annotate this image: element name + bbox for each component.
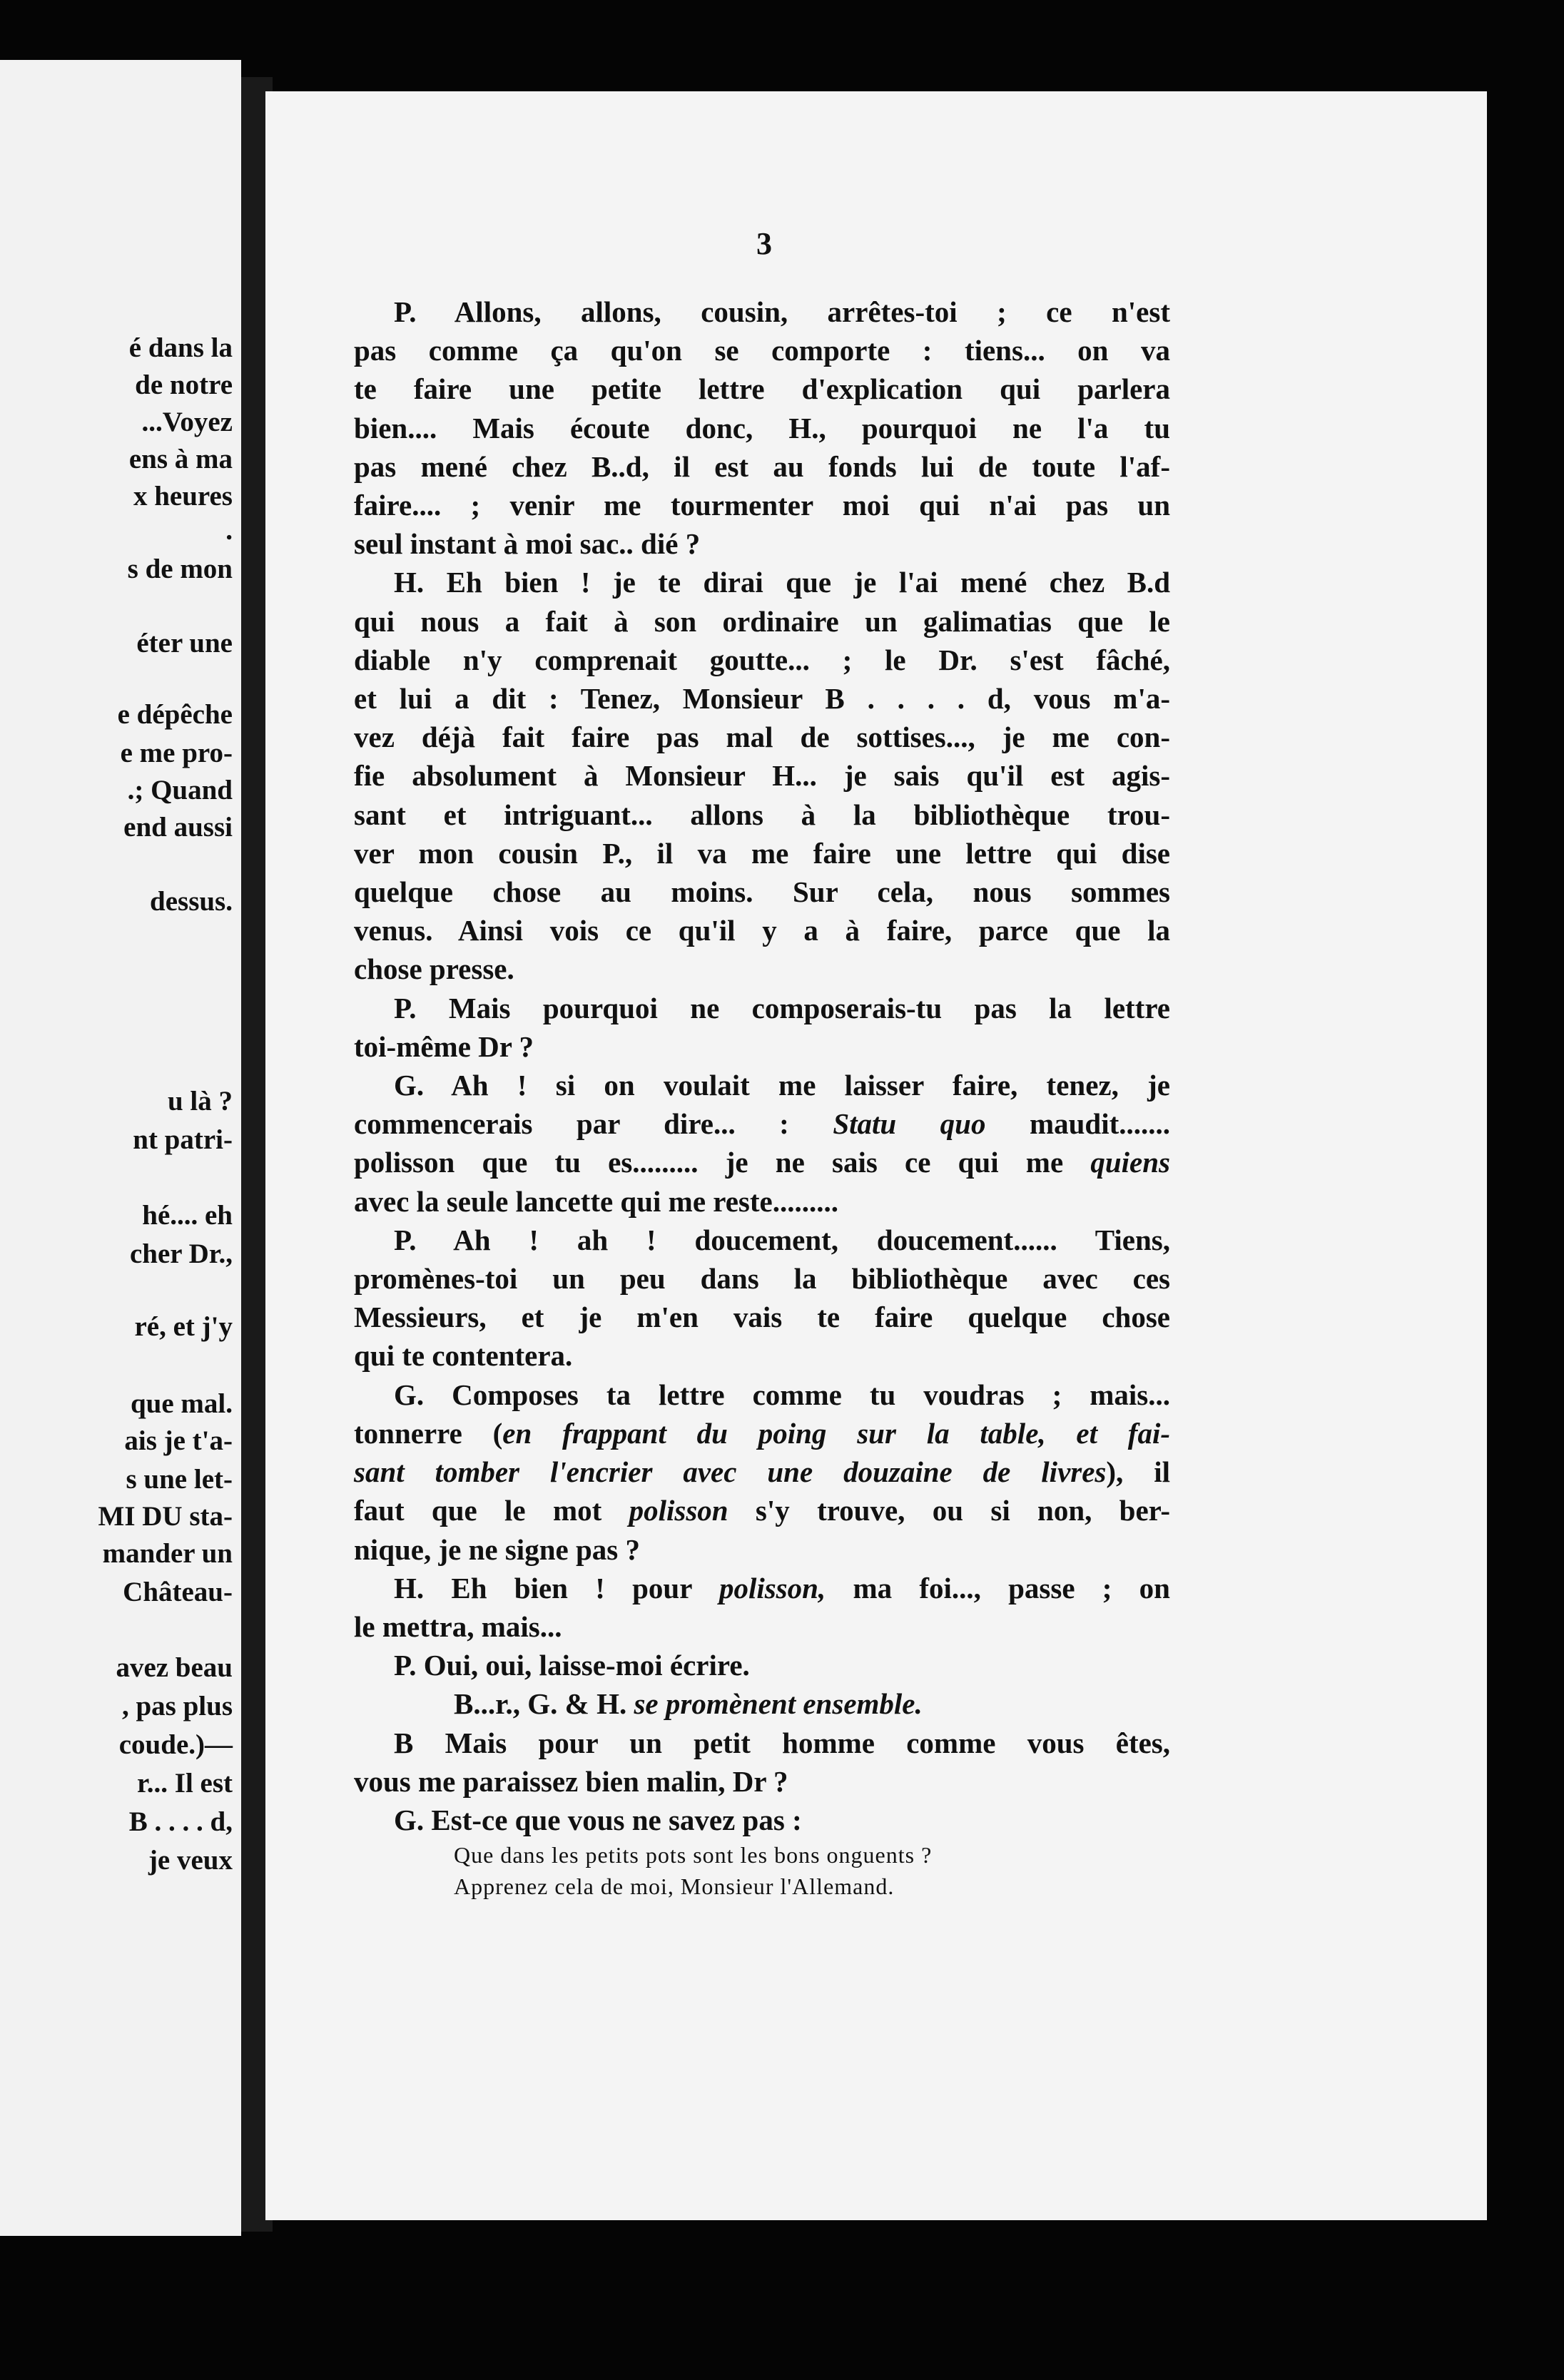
text-line (354, 1414, 1170, 1453)
left-line: u là ? (167, 1086, 233, 1117)
text-line: promènes-toi un peu dans la bibliothèque avec ces (354, 1262, 1170, 1296)
left-line: ais je t'a- (124, 1425, 233, 1456)
verse-line: Apprenez cela de moi, Monsieur l'Allemand. (454, 1873, 895, 1900)
text-segment: H. Eh bien ! pour (394, 1571, 692, 1605)
text-line: P. Mais pourquoi ne composerais-tu pas la lettre (394, 991, 1170, 1024)
text-segment: B...r., G. & H. (454, 1687, 627, 1721)
left-line: é dans la (128, 332, 233, 363)
text-segment: faut que le mot (354, 1494, 602, 1527)
stage-direction (354, 1684, 1170, 1723)
text-line: bien.... Mais écoute donc, H., pourquoi ne l'a tu (354, 411, 1170, 444)
text-line: avec la seule lancette qui me reste......... (354, 1184, 838, 1218)
text-line (354, 1491, 1170, 1530)
left-line: je veux (148, 1845, 233, 1876)
text-line: seul instant à moi sac.. dié ? (354, 527, 701, 561)
text-line: toi-même Dr ? (354, 1029, 534, 1063)
left-line: hé.... eh (142, 1200, 233, 1231)
left-line: end aussi (123, 812, 233, 843)
text-line: H. Eh bien ! je te dirai que je l'ai mené chez B.d (394, 566, 1170, 599)
left-line: que mal. (130, 1388, 233, 1419)
text-line: G. Est-ce que vous ne savez pas : (394, 1803, 802, 1836)
text-segment: ), il (1106, 1455, 1171, 1489)
text-line: et lui a dit : Tenez, Monsieur B . . . . d, vous m'a- (354, 682, 1170, 716)
italic-segment: se promènent ensemble. (634, 1687, 923, 1721)
text-line: vez déjà fait faire pas mal de sottises..., je me con- (354, 721, 1170, 754)
italic-segment: polisson (629, 1494, 728, 1527)
left-page-fragment (0, 60, 241, 2236)
text-line: te faire une petite lettre d'explication qui parlera (354, 372, 1170, 406)
left-line: e me pro- (120, 738, 233, 768)
text-segment: ma foi..., passe ; on (853, 1571, 1170, 1605)
left-line: Château- (123, 1577, 233, 1607)
text-line: chose presse. (354, 952, 514, 986)
left-line: B . . . . d, (128, 1806, 233, 1837)
verse-line: Que dans les petits pots sont les bons onguents ? (454, 1842, 933, 1868)
text-line: Messieurs, et je m'en vais te faire quelque chose (354, 1301, 1170, 1334)
left-line: ...Voyez (141, 407, 233, 437)
text-line: G. Ah ! si on voulait me laisser faire, tenez, je (394, 1069, 1170, 1102)
text-line: le mettra, mais... (354, 1609, 562, 1643)
text-line: P. Allons, allons, cousin, arrêtes-toi ; ce n'est (394, 295, 1170, 328)
text-line: B Mais pour un petit homme comme vous êtes, (394, 1726, 1170, 1759)
text-segment: tonnerre ( (354, 1416, 503, 1450)
text-line: qui te contentera. (354, 1339, 573, 1373)
left-line: ens à ma (128, 444, 233, 474)
left-line: coude.)— (118, 1729, 233, 1760)
left-line: avez beau (116, 1652, 233, 1683)
italic-segment: quiens (1090, 1146, 1170, 1179)
text-line (354, 1453, 1170, 1491)
text-line: P. Oui, oui, laisse-moi écrire. (394, 1649, 750, 1682)
left-line: éter une (136, 628, 233, 658)
text-segment: polisson que tu es......... je ne sais ce qui me (354, 1146, 1064, 1179)
text-segment: maudit....... (1029, 1107, 1170, 1141)
text-line: pas mené chez B..d, il est au fonds lui de toute l'af- (354, 449, 1170, 483)
left-line: dessus. (150, 886, 233, 917)
left-line: s de mon (127, 554, 233, 584)
text-segment: s'y trouve, ou si non, ber- (755, 1494, 1171, 1527)
left-line: cher Dr., (129, 1239, 233, 1269)
left-line: MI DU sta- (98, 1501, 233, 1532)
text-line: fie absolument à Monsieur H... je sais qu'il est agis- (354, 759, 1170, 793)
text-line (354, 1104, 1170, 1143)
text-line: pas comme ça qu'on se comporte : tiens... on va (354, 334, 1170, 367)
text-line: P. Ah ! ah ! doucement, doucement...... Tiens, (394, 1223, 1170, 1256)
italic-segment: Statu quo (833, 1107, 986, 1141)
left-line: . (225, 515, 233, 546)
text-segment: commencerais par dire... : (354, 1107, 789, 1141)
text-line (354, 1569, 1170, 1607)
text-line: nique, je ne signe pas ? (354, 1532, 640, 1566)
italic-segment: sant tomber l'encrier avec une douzaine de livres (354, 1455, 1107, 1489)
text-line: diable n'y comprenait goutte... ; le Dr. s'est fâché, (354, 643, 1170, 676)
left-line: .; Quand (127, 775, 233, 805)
italic-segment: polisson, (718, 1571, 826, 1605)
text-line (354, 1143, 1170, 1181)
text-line: ver mon cousin P., il va me faire une lettre qui dise (354, 836, 1170, 870)
left-line: mander un (102, 1538, 233, 1569)
text-line: sant et intriguant... allons à la bibliothèque trou- (354, 798, 1170, 831)
left-line: s une let- (126, 1464, 233, 1495)
left-line: e dépêche (117, 699, 233, 730)
left-line: x heures (133, 481, 233, 512)
text-line: vous me paraissez bien malin, Dr ? (354, 1764, 788, 1798)
left-line: r... Il est (137, 1768, 233, 1799)
page-number: 3 (756, 226, 772, 261)
text-line: venus. Ainsi vois ce qu'il y a à faire, parce que la (354, 914, 1170, 947)
text-line: qui nous a fait à son ordinaire un galimatias que le (354, 604, 1170, 638)
text-line: G. Composes ta lettre comme tu voudras ; mais... (394, 1378, 1170, 1411)
left-line: de notre (135, 370, 233, 400)
left-line: nt patri- (133, 1124, 233, 1155)
left-line: , pas plus (121, 1691, 233, 1722)
page-text (354, 293, 1170, 1902)
italic-segment: en frappant du poing sur la table, et fai- (502, 1416, 1171, 1450)
text-line: quelque chose au moins. Sur cela, nous sommes (354, 875, 1170, 909)
text-line: faire.... ; venir me tourmenter moi qui n'ai pas un (354, 489, 1170, 522)
left-line: ré, et j'y (134, 1311, 233, 1342)
